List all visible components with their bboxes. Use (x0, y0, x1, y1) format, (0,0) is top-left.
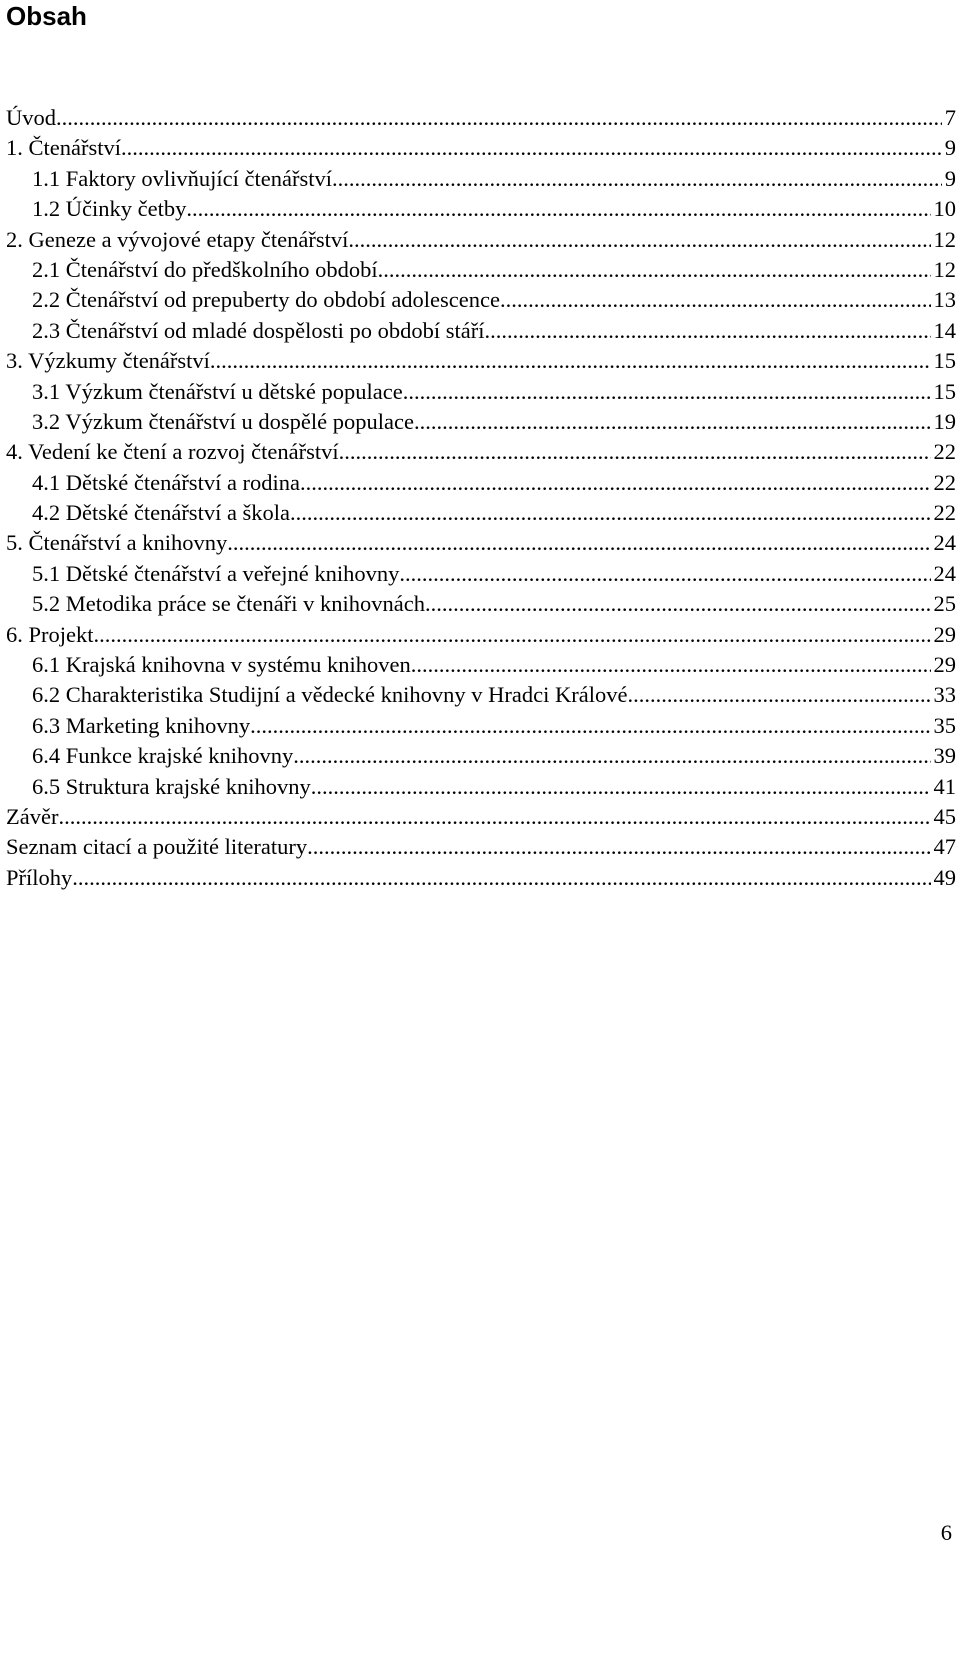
toc-dot-leader (339, 437, 931, 467)
toc-entry-page: 12 (933, 226, 956, 252)
toc-entry-title: 6.3 Marketing knihovny (32, 712, 251, 738)
toc-entry[interactable] (6, 620, 956, 650)
toc-entry-page: 29 (933, 652, 956, 678)
toc-dot-leader (56, 103, 942, 133)
toc-entry-title: 5.1 Dětské čtenářství a veřejné knihovny (32, 560, 400, 586)
toc-entry[interactable] (6, 802, 956, 832)
toc-dot-leader (348, 225, 930, 255)
toc-dot-leader (58, 802, 930, 832)
toc-entry[interactable] (6, 377, 956, 407)
toc-entry-page: 45 (933, 803, 956, 829)
toc-entry-page: 39 (933, 743, 956, 769)
toc-dot-leader (627, 680, 930, 710)
toc-entry-title: 3.1 Výzkum čtenářství u dětské populace (32, 378, 403, 404)
toc-dot-leader (72, 863, 930, 893)
toc-entry-title: 1.2 Účinky četby (32, 196, 187, 222)
toc-entry[interactable] (6, 559, 956, 589)
toc-entry-page: 33 (933, 682, 956, 708)
toc-entry-page: 47 (933, 834, 956, 860)
toc-entry[interactable] (6, 468, 956, 498)
toc-entry-title: 2.1 Čtenářství do předškolního období (32, 256, 378, 282)
toc-entry[interactable] (6, 498, 956, 528)
toc-entry[interactable] (6, 832, 956, 862)
toc-entry[interactable] (6, 225, 956, 255)
toc-entry-page: 19 (933, 408, 956, 434)
toc-entry-title: 6.2 Charakteristika Studijní a vědecké knihovny v Hradci Králové (32, 682, 628, 708)
toc-entry-page: 22 (933, 439, 956, 465)
toc-entry-title: 3. Výzkumy čtenářství (6, 348, 210, 374)
toc-entry-title: Závěr (6, 803, 59, 829)
toc-entry-title: Seznam citací a použité literatury (6, 834, 308, 860)
toc-dot-leader (332, 164, 942, 194)
toc-entry-title: 6.5 Struktura krajské knihovny (32, 773, 311, 799)
toc-entry[interactable] (6, 528, 956, 558)
toc-entry-page: 22 (933, 500, 956, 526)
toc-dot-leader (484, 316, 930, 346)
toc-entry-page: 29 (933, 621, 956, 647)
page-number: 6 (940, 1520, 952, 1545)
toc-entry-page: 7 (944, 105, 956, 130)
toc-entry-page: 24 (933, 530, 956, 556)
toc-dot-leader (414, 407, 931, 437)
toc-dot-leader (399, 559, 930, 589)
toc-entry[interactable] (6, 194, 956, 224)
toc-dot-leader (210, 346, 931, 376)
toc-entry-page: 22 (933, 469, 956, 495)
toc-entry-title: 6. Projekt (6, 621, 94, 647)
toc-dot-leader (307, 832, 930, 862)
toc-entry-title: 2. Geneze a vývojové etapy čtenářství (6, 226, 349, 252)
toc-entry[interactable] (6, 680, 956, 710)
toc-dot-leader (311, 772, 931, 802)
toc-entry-title: 3.2 Výzkum čtenářství u dospělé populace (32, 408, 414, 434)
toc-dot-leader (378, 255, 931, 285)
toc-entry[interactable] (6, 103, 956, 133)
toc-entry-page: 49 (933, 864, 956, 890)
toc-dot-leader (500, 285, 931, 315)
toc-dot-leader (186, 194, 930, 224)
toc-entry[interactable] (6, 589, 956, 619)
toc-entry-title: 1. Čtenářství (6, 135, 121, 161)
toc-entry-title: 2.3 Čtenářství od mladé dospělosti po období stáří (32, 317, 485, 343)
toc-entry-page: 41 (933, 773, 956, 799)
toc-entry-title: 5.2 Metodika práce se čtenáři v knihovnách (32, 591, 425, 617)
toc-entry-page: 13 (933, 287, 956, 313)
toc-entry-title: 6.1 Krajská knihovna v systému knihoven (32, 652, 411, 678)
toc-entry[interactable] (6, 133, 956, 163)
toc-entry-title: 4. Vedení ke čtení a rozvoj čtenářství (6, 439, 339, 465)
toc-entry[interactable] (6, 863, 956, 893)
toc-entry-page: 35 (933, 712, 956, 738)
toc-entry-page: 12 (933, 256, 956, 282)
toc-entry-page: 24 (933, 560, 956, 586)
toc-dot-leader (411, 650, 931, 680)
toc-dot-leader (227, 528, 930, 558)
toc-entry[interactable] (6, 772, 956, 802)
toc-entry[interactable] (6, 285, 956, 315)
toc-entry-page: 9 (944, 135, 956, 161)
toc-entry-title: Úvod (6, 105, 56, 130)
toc-entry-title: 2.2 Čtenářství od prepuberty do období adolescence (32, 287, 500, 313)
toc-entry[interactable] (6, 711, 956, 741)
toc-dot-leader (290, 498, 930, 528)
toc-entry-title: 4.1 Dětské čtenářství a rodina (32, 469, 301, 495)
toc-dot-leader (300, 468, 930, 498)
toc-entry-title: 5. Čtenářství a knihovny (6, 530, 228, 556)
page-title: Obsah (6, 1, 87, 31)
table-of-contents (6, 103, 956, 893)
toc-dot-leader (94, 620, 931, 650)
toc-entry-page: 14 (933, 317, 956, 343)
toc-entry-page: 10 (933, 196, 956, 222)
toc-entry[interactable] (6, 255, 956, 285)
toc-entry[interactable] (6, 164, 956, 194)
toc-entry[interactable] (6, 316, 956, 346)
toc-entry[interactable] (6, 346, 956, 376)
toc-entry-title: 1.1 Faktory ovlivňující čtenářství (32, 165, 332, 191)
toc-entry[interactable] (6, 650, 956, 680)
toc-dot-leader (403, 377, 931, 407)
toc-dot-leader (250, 711, 930, 741)
toc-entry-title: 6.4 Funkce krajské knihovny (32, 743, 294, 769)
toc-entry[interactable] (6, 741, 956, 771)
toc-dot-leader (293, 741, 930, 771)
toc-entry-page: 15 (933, 378, 956, 404)
toc-dot-leader (121, 133, 942, 163)
toc-entry[interactable] (6, 437, 956, 467)
toc-entry-page: 9 (944, 165, 956, 191)
toc-entry-title: Přílohy (6, 864, 73, 890)
toc-entry[interactable] (6, 407, 956, 437)
toc-dot-leader (425, 589, 931, 619)
toc-entry-page: 25 (933, 591, 956, 617)
toc-entry-page: 15 (933, 348, 956, 374)
toc-entry-title: 4.2 Dětské čtenářství a škola (32, 500, 291, 526)
